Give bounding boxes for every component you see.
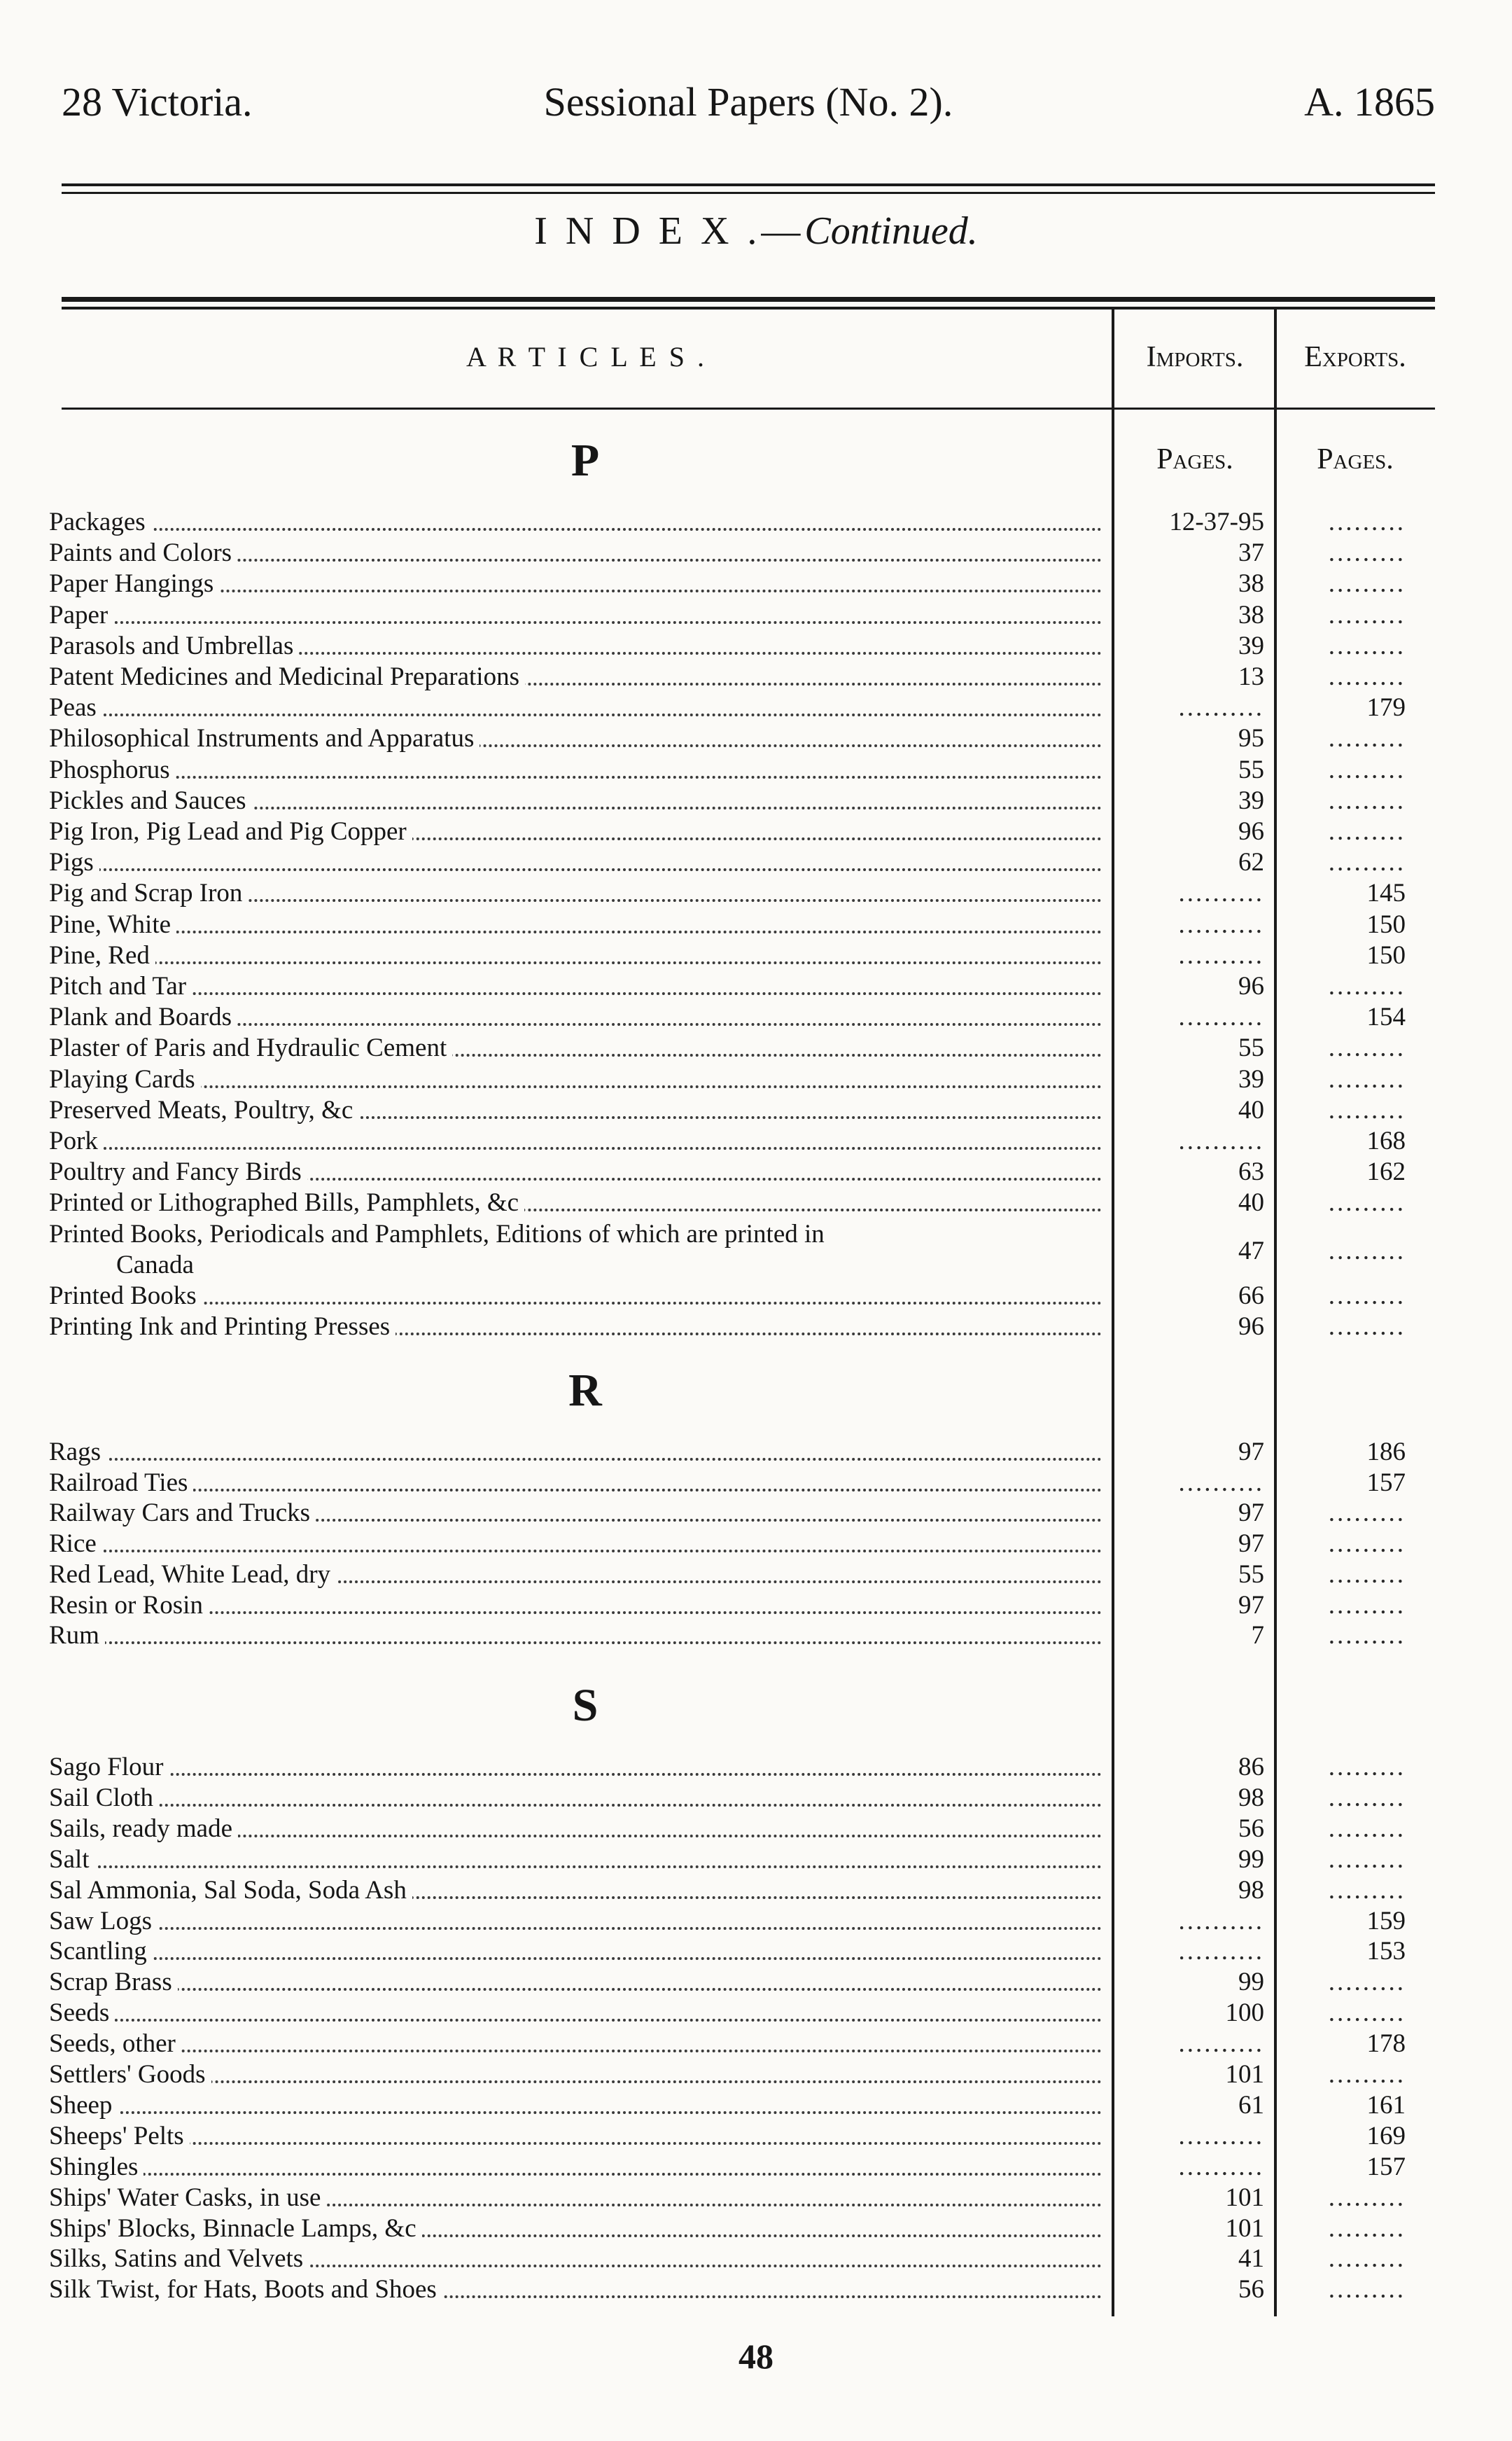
imports-page-cell: 97 xyxy=(1238,1498,1264,1528)
article-name: Railroad Ties xyxy=(49,1468,193,1497)
imports-page-cell: 7 xyxy=(1251,1621,1264,1650)
imports-page-cell: 55 xyxy=(1238,1034,1264,1063)
article-cell xyxy=(49,507,1107,538)
imports-page-cell: 56 xyxy=(1238,2275,1264,2304)
article-cell xyxy=(49,1188,1107,1218)
exports-page-cell: ......... xyxy=(1328,1529,1406,1559)
article-cell xyxy=(49,1590,1107,1621)
imports-page-cell: 61 xyxy=(1238,2090,1264,2120)
exports-page-cell: ......... xyxy=(1328,1783,1406,1812)
article-cell xyxy=(49,1783,1107,1814)
exports-page-cell: ......... xyxy=(1328,1034,1406,1063)
exports-page-cell: ......... xyxy=(1328,2183,1406,2212)
exports-page-cell: ......... xyxy=(1328,1844,1406,1874)
column-divider-imports xyxy=(1112,310,1114,2316)
article-cell xyxy=(49,1157,1107,1188)
section-letter: P xyxy=(570,435,601,486)
exports-page-cell: ......... xyxy=(1328,1968,1406,1997)
exports-page-cell: ......... xyxy=(1328,600,1406,630)
article-cell xyxy=(49,2090,1107,2121)
article-name: Pine, White xyxy=(49,910,176,939)
imports-page-cell: 40 xyxy=(1238,1095,1264,1125)
imports-page-cell: 63 xyxy=(1238,1157,1264,1187)
exports-page-cell: 157 xyxy=(1366,2152,1406,2181)
exports-page-cell: ......... xyxy=(1328,848,1406,877)
exports-page-cell: ......... xyxy=(1328,1998,1406,2028)
imports-page-cell: 96 xyxy=(1238,1312,1264,1342)
exports-page-cell: ......... xyxy=(1328,724,1406,753)
exports-page-cell: ......... xyxy=(1328,569,1406,599)
exports-page-cell: ......... xyxy=(1328,1621,1406,1650)
article-name: Plaster of Paris and Hydraulic Cement xyxy=(49,1034,452,1062)
article-name: Printing Ink and Printing Presses xyxy=(49,1312,396,1341)
article-name: Sail Cloth xyxy=(49,1783,159,1812)
exports-page-cell: ......... xyxy=(1328,1753,1406,1781)
index-title-main: I N D E X .— xyxy=(534,209,805,253)
imports-pages-label: Pages. xyxy=(1156,443,1233,475)
article-cell xyxy=(49,878,1107,909)
article-name: Preserved Meats, Poultry, &c xyxy=(49,1096,358,1125)
exports-page-cell: ......... xyxy=(1328,1814,1406,1843)
article-name: Scrap Brass xyxy=(49,1968,178,1996)
article-cell xyxy=(49,2029,1107,2059)
article-name: Pitch and Tar xyxy=(49,972,192,1001)
exports-page-cell: ......... xyxy=(1328,2060,1406,2089)
imports-page-cell: 38 xyxy=(1238,569,1264,599)
header-left: 28 Victoria. xyxy=(62,79,253,125)
imports-page-cell: 101 xyxy=(1225,2183,1264,2212)
article-cell xyxy=(49,847,1107,878)
article-cell xyxy=(49,1312,1107,1342)
imports-page-cell: 97 xyxy=(1238,1438,1264,1466)
article-name: Phosphorus xyxy=(49,756,176,784)
article-name: Parasols and Umbrellas xyxy=(49,632,299,660)
article-cell xyxy=(49,1095,1107,1126)
article-name: Philosophical Instruments and Apparatus xyxy=(49,724,479,753)
article-cell xyxy=(49,1875,1107,1906)
article-name: Pine, Red xyxy=(49,941,155,970)
exports-page-cell: ......... xyxy=(1328,786,1406,815)
article-name: Paper xyxy=(49,601,113,630)
article-name: Sago Flour xyxy=(49,1753,169,1781)
exports-pages-label: Pages. xyxy=(1317,443,1394,475)
imports-page-cell: 38 xyxy=(1238,600,1264,630)
article-cell xyxy=(49,1752,1107,1783)
imports-page-cell: 101 xyxy=(1225,2060,1264,2089)
article-cell xyxy=(49,971,1107,1002)
article-name: Scantling xyxy=(49,1937,153,1966)
header-right: A. 1865 xyxy=(1304,79,1435,125)
exports-page-cell: ......... xyxy=(1328,1559,1406,1589)
article-name: Seeds, other xyxy=(49,2029,181,2058)
imports-page-cell: 47 xyxy=(1238,1236,1264,1265)
imports-page-cell: 98 xyxy=(1238,1875,1264,1905)
article-cell xyxy=(49,1468,1107,1498)
exports-page-cell: ......... xyxy=(1328,1590,1406,1620)
article-name: Playing Cards xyxy=(49,1065,201,1094)
exports-page-cell: ......... xyxy=(1328,1236,1406,1265)
exports-page-cell: ......... xyxy=(1328,1281,1406,1310)
article-cell xyxy=(49,755,1107,786)
article-name: Rags xyxy=(49,1438,106,1466)
article-name: Rum xyxy=(49,1621,105,1650)
article-name: Settlers' Goods xyxy=(49,2060,211,2089)
page-header xyxy=(62,78,1435,134)
article-name: Railway Cars and Trucks xyxy=(49,1498,316,1527)
imports-page-cell: .......... xyxy=(1178,1937,1264,1966)
index-title-continued: Continued. xyxy=(804,209,978,253)
exports-page-cell: ......... xyxy=(1328,508,1406,536)
article-cell xyxy=(49,2121,1107,2152)
imports-page-cell: .......... xyxy=(1178,1127,1264,1155)
article-name: Saw Logs xyxy=(49,1907,158,1935)
table-rule-top-thin xyxy=(62,307,1435,310)
imports-page-cell: 37 xyxy=(1238,538,1264,568)
article-name: Pigs xyxy=(49,848,99,877)
article-cell xyxy=(49,600,1107,631)
exports-page-cell: 186 xyxy=(1366,1438,1406,1466)
section-letter: R xyxy=(568,1365,603,1416)
article-name: Sails, ready made xyxy=(49,1814,238,1843)
article-name: Salt xyxy=(49,1845,95,1874)
exports-page-cell: 168 xyxy=(1366,1127,1406,1155)
imports-page-cell: .......... xyxy=(1178,910,1264,939)
article-cell xyxy=(49,723,1107,754)
article-name: Peas xyxy=(49,693,102,722)
article-name: Shingles xyxy=(49,2153,144,2181)
article-cell xyxy=(49,816,1107,847)
imports-page-cell: 101 xyxy=(1225,2213,1264,2243)
article-cell xyxy=(49,1998,1107,2029)
column-header-rule xyxy=(62,408,1435,410)
article-cell xyxy=(49,662,1107,693)
exports-page-cell: ......... xyxy=(1328,1095,1406,1125)
article-name: Silks, Satins and Velvets xyxy=(49,2244,309,2273)
imports-page-cell: .......... xyxy=(1178,1906,1264,1935)
table-rule-top xyxy=(62,297,1435,302)
article-cell xyxy=(49,786,1107,816)
imports-page-cell: 13 xyxy=(1238,662,1264,691)
article-name: Rice xyxy=(49,1529,102,1558)
article-cell xyxy=(49,1281,1107,1312)
article-cell xyxy=(49,693,1107,723)
imports-page-cell: .......... xyxy=(1178,1468,1264,1497)
header-rule-top xyxy=(62,183,1435,186)
article-cell xyxy=(49,1033,1107,1064)
imports-page-cell: 97 xyxy=(1238,1590,1264,1620)
exports-page-cell: 169 xyxy=(1366,2121,1406,2150)
exports-page-cell: ......... xyxy=(1328,2275,1406,2304)
imports-page-cell: .......... xyxy=(1178,1003,1264,1032)
imports-page-cell: 56 xyxy=(1238,1814,1264,1843)
imports-page-cell: 39 xyxy=(1238,631,1264,660)
imports-page-cell: .......... xyxy=(1178,693,1264,723)
article-cell xyxy=(49,910,1107,940)
article-name: Pig Iron, Pig Lead and Pig Copper xyxy=(49,817,412,846)
article-cell xyxy=(49,1936,1107,1967)
article-cell xyxy=(49,569,1107,599)
article-cell xyxy=(49,1437,1107,1468)
article-cell xyxy=(49,1814,1107,1844)
article-name: Plank and Boards xyxy=(49,1003,237,1031)
article-cell xyxy=(49,1967,1107,1998)
article-name: Printed Books, Periodicals and Pamphlets, Editions of which are printed in xyxy=(49,1219,1107,1250)
article-cell xyxy=(49,2152,1107,2183)
index-title xyxy=(0,209,1512,253)
exports-page-cell: ......... xyxy=(1328,2244,1406,2274)
exports-page-cell: ......... xyxy=(1328,1064,1406,1094)
exports-page-cell: 153 xyxy=(1366,1937,1406,1966)
imports-page-cell: 96 xyxy=(1238,817,1264,846)
exports-page-cell: 178 xyxy=(1366,2029,1406,2059)
imports-page-cell: 99 xyxy=(1238,1844,1264,1874)
page-number: 48 xyxy=(738,2337,774,2376)
article-cell xyxy=(49,2183,1107,2213)
article-cell xyxy=(49,1498,1107,1529)
article-cell xyxy=(49,2059,1107,2090)
imports-page-cell: 99 xyxy=(1238,1968,1264,1997)
exports-page-cell: ......... xyxy=(1328,755,1406,784)
exports-page-cell: ......... xyxy=(1328,631,1406,660)
article-name: Paper Hangings xyxy=(49,569,219,598)
imports-page-cell: 55 xyxy=(1238,1559,1264,1589)
imports-page-cell: 40 xyxy=(1238,1188,1264,1218)
imports-page-cell: 12-37-95 xyxy=(1169,508,1264,536)
imports-page-cell: .......... xyxy=(1178,2152,1264,2181)
exports-page-cell: 159 xyxy=(1366,1906,1406,1935)
section-letter: S xyxy=(572,1680,600,1731)
article-cell xyxy=(49,1219,1107,1284)
imports-page-cell: 66 xyxy=(1238,1281,1264,1310)
exports-page-cell: ......... xyxy=(1328,1188,1406,1218)
imports-page-cell: .......... xyxy=(1178,879,1264,908)
exports-page-cell: ......... xyxy=(1328,1498,1406,1528)
exports-page-cell: 179 xyxy=(1366,693,1406,723)
imports-page-cell: 62 xyxy=(1238,848,1264,877)
imports-page-cell: .......... xyxy=(1178,940,1264,970)
exports-page-cell: ......... xyxy=(1328,1875,1406,1905)
article-cell xyxy=(49,1064,1107,1095)
article-cell xyxy=(49,1844,1107,1875)
exports-page-cell: ......... xyxy=(1328,538,1406,568)
article-name: Patent Medicines and Medicinal Preparations xyxy=(49,662,525,691)
exports-page-cell: 157 xyxy=(1366,1468,1406,1497)
exports-page-cell: 150 xyxy=(1366,940,1406,970)
exports-page-cell: 150 xyxy=(1366,910,1406,939)
imports-page-cell: .......... xyxy=(1178,2029,1264,2059)
article-name: Sheep xyxy=(49,2091,118,2120)
article-name: Ships' Blocks, Binnacle Lamps, &c xyxy=(49,2214,422,2243)
exports-page-cell: ......... xyxy=(1328,662,1406,691)
article-cell xyxy=(49,538,1107,569)
article-name: Sal Ammonia, Sal Soda, Soda Ash xyxy=(49,1876,412,1905)
article-cell xyxy=(49,1620,1107,1651)
exports-page-cell: ......... xyxy=(1328,2213,1406,2243)
imports-page-cell: 96 xyxy=(1238,972,1264,1001)
article-name: Silk Twist, for Hats, Boots and Shoes xyxy=(49,2275,442,2304)
article-cell xyxy=(49,1002,1107,1033)
imports-page-cell: 41 xyxy=(1238,2244,1264,2274)
imports-page-cell: 98 xyxy=(1238,1783,1264,1812)
column-header-exports: Exports. xyxy=(1304,341,1406,373)
article-cell xyxy=(49,2244,1107,2274)
imports-page-cell: 39 xyxy=(1238,1064,1264,1094)
article-cell xyxy=(49,631,1107,662)
article-name: Pork xyxy=(49,1127,104,1155)
exports-page-cell: 161 xyxy=(1366,2090,1406,2120)
article-cell xyxy=(49,2274,1107,2305)
article-name: Paints and Colors xyxy=(49,538,237,567)
exports-page-cell: ......... xyxy=(1328,817,1406,846)
article-name: Pig and Scrap Iron xyxy=(49,879,248,907)
exports-page-cell: 154 xyxy=(1366,1003,1406,1032)
column-divider-exports xyxy=(1274,310,1277,2316)
article-cell xyxy=(49,940,1107,971)
article-name: Sheeps' Pelts xyxy=(49,2122,190,2150)
exports-page-cell: ......... xyxy=(1328,1312,1406,1342)
article-name: Ships' Water Casks, in use xyxy=(49,2183,326,2212)
article-name-continued: Canada xyxy=(49,1250,1107,1281)
imports-page-cell: 100 xyxy=(1225,1998,1264,2028)
article-cell xyxy=(49,1529,1107,1559)
article-cell xyxy=(49,1906,1107,1937)
article-name: Poultry and Fancy Birds xyxy=(49,1157,307,1186)
header-rule-bottom xyxy=(62,192,1435,194)
imports-page-cell: 86 xyxy=(1238,1753,1264,1781)
imports-page-cell: 39 xyxy=(1238,786,1264,815)
imports-page-cell: 95 xyxy=(1238,724,1264,753)
exports-page-cell: ......... xyxy=(1328,972,1406,1001)
imports-page-cell: 55 xyxy=(1238,755,1264,784)
article-name: Packages xyxy=(49,508,151,536)
column-header-articles: A R T I C L E S . xyxy=(466,341,707,373)
exports-page-cell: 162 xyxy=(1366,1157,1406,1187)
article-cell xyxy=(49,1559,1107,1590)
column-header-imports: Imports. xyxy=(1146,341,1244,373)
imports-page-cell: .......... xyxy=(1178,2121,1264,2150)
header-center: Sessional Papers (No. 2). xyxy=(543,79,953,125)
article-name: Printed Books xyxy=(49,1281,202,1310)
article-cell xyxy=(49,1126,1107,1157)
article-name: Seeds xyxy=(49,1998,115,2027)
imports-page-cell: 97 xyxy=(1238,1529,1264,1559)
exports-page-cell: 145 xyxy=(1366,879,1406,908)
article-name: Red Lead, White Lead, dry xyxy=(49,1560,336,1589)
article-name: Resin or Rosin xyxy=(49,1591,209,1620)
article-cell xyxy=(49,2213,1107,2244)
article-name: Printed or Lithographed Bills, Pamphlets, &c xyxy=(49,1188,524,1217)
article-name: Pickles and Sauces xyxy=(49,786,252,815)
